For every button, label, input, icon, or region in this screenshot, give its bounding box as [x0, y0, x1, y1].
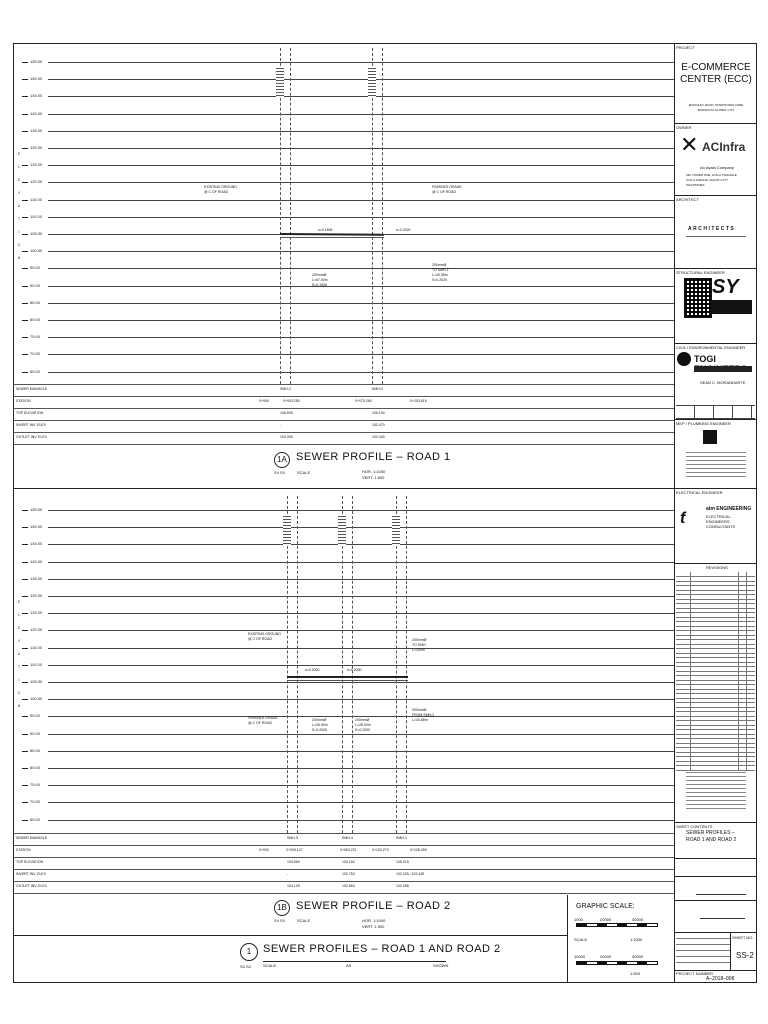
profile_b-elev-label: 130.00 [30, 593, 43, 598]
profile_b-tick [22, 716, 28, 717]
graphic-scale-title: GRAPHIC SCALE: [576, 903, 635, 910]
profile_a-elev-label: 110.00 [30, 213, 42, 219]
profile_b-axis-label: E L E V A T I O N [17, 600, 21, 708]
profile_b-tick [22, 734, 28, 735]
profile_b-manhole-callout [392, 514, 400, 546]
profile_a-gridline [48, 251, 674, 252]
tb-structural-section [674, 268, 757, 269]
architect-rule [686, 236, 746, 237]
profile_a-gridline [48, 131, 674, 132]
profile_b-gridline [48, 768, 674, 769]
profile_b-elev-label: 150.00 [30, 524, 43, 530]
profile_b-elev-label: 65.00 [30, 816, 41, 822]
profile_a-elev-label: 155.00 [30, 59, 43, 64]
profile_b-elev-label: 115.00 [30, 644, 42, 650]
profile_b-row-label: STATION [16, 848, 31, 852]
tb-architect-label: ARCHITECT [676, 197, 699, 202]
profile_a-tick [22, 165, 28, 166]
profile_a-ground-line [280, 237, 384, 238]
structural-logo-bar [712, 300, 752, 314]
mep-logo [703, 430, 717, 444]
profile_a-elev-label: 85.00 [30, 299, 41, 305]
civil-logo-mark [677, 352, 691, 366]
owner-sub: An Ayala Company [700, 165, 734, 170]
profile_b-elev-label: 140.00 [30, 558, 43, 564]
civil-logo-bar [694, 366, 752, 372]
electrical-sub: ELECTRICAL ENGINEERS CONSULTANTS [706, 514, 736, 529]
gs-r1-b: 20000 [600, 917, 612, 922]
profile_b-outlet: 102.268 [396, 884, 409, 888]
gs-r1-a: 1000 [574, 917, 583, 922]
profile-a-number: 1A [274, 452, 290, 468]
profile_a-elev-label: 70.00 [30, 351, 41, 357]
graphic-scale-box [567, 895, 674, 983]
profile_a-row-line [13, 432, 674, 433]
profile_b-tick [22, 544, 28, 545]
owner-addr: 32F TOWER ONE, AYALA TRIANGLE AYALA AVENUE, MAKATI CITY PHILIPPINES [686, 173, 737, 187]
profile_b-gridline [48, 648, 674, 649]
profile_b-gridline [48, 527, 674, 528]
profile_b-top-elev: 105.218 [396, 860, 409, 864]
main-title-number: 1 [240, 943, 258, 961]
profile-a-vert: VERT. 1:500 [362, 475, 385, 480]
profile_b-row-line [13, 893, 674, 894]
revision-col [746, 572, 747, 770]
profile_a-manhole-id: SMH-3 [372, 387, 383, 391]
gs-r2-c: 30000 [632, 954, 644, 959]
tb-civil-label: CIVIL / ENVIRONMENTAL ENGINEER [676, 345, 746, 350]
profile_a-row-line [13, 408, 674, 409]
profile_b-invert: - [287, 872, 289, 876]
profile_a-row-line [13, 384, 674, 385]
owner-logo-mark: ✕ [680, 132, 699, 157]
tb-electrical-label: ELECTRICAL ENGINEER [676, 490, 723, 495]
profile_a-row-label: SEWER MANHOLE [16, 387, 48, 391]
revision-notes [686, 772, 746, 812]
profile_b-tick [22, 682, 28, 683]
profile_b-gridline [48, 699, 674, 700]
profile_a-station: 0+000 [259, 399, 269, 403]
revision-row [676, 766, 755, 771]
profile_b-ground-line [287, 680, 408, 681]
electrical-logo: atm ENGINEERING [706, 506, 752, 512]
revision-col [690, 572, 691, 770]
profile_a-tick [22, 148, 28, 149]
profile_a-gridline [48, 182, 674, 183]
profile_b-note-pipe3: 200mmØ TO SMH L=100m [412, 638, 427, 652]
profile_a-manhole-line [372, 48, 373, 384]
profile_b-elev-label: 80.00 [30, 765, 41, 770]
profile_b-gridline [48, 665, 674, 666]
tb-sheet-no-divider [730, 932, 731, 970]
profile_b-note-pipe1: 200mmØ L=26.00m S=0.2000 [312, 718, 328, 732]
gs-r2-b: 20000 [600, 954, 612, 959]
profile_b-row-line [13, 881, 674, 882]
tb-sheet-no-label: SHEET NO. [732, 935, 754, 940]
profile_b-row-label: TOP ELEVATION [16, 860, 44, 864]
tb-revisions-section [674, 563, 757, 564]
profile_b-tick [22, 785, 28, 786]
profile_a-gridline [48, 114, 674, 115]
profile_b-gridline [48, 630, 674, 631]
profile_b-invert: 102.325 / 102.425 [396, 872, 425, 876]
profile_b-manhole-line [352, 496, 353, 833]
profile_b-elev-label: 85.00 [30, 747, 41, 753]
profile_b-gridline [48, 802, 674, 803]
profile_a-note-slope1: s=0.1506 [318, 228, 333, 232]
profile_a-elev-label: 145.00 [30, 93, 43, 99]
profile-b-title: SEWER PROFILE – ROAD 2 [296, 900, 451, 912]
profile_a-elev-label: 75.00 [30, 334, 41, 340]
tb-civil-section [674, 343, 757, 344]
profile_b-row-line [13, 845, 674, 846]
profile_a-row-line [13, 444, 674, 445]
profile_a-outlet: 102.440 [372, 435, 385, 439]
tb-project-addr: MCKINLEY ROAD, DOWNTOWN CORE BONIFACIO GLOBAL CITY [688, 103, 744, 112]
profile_a-gridline [48, 79, 674, 80]
profile_a-note-pipe2: 200mmØ TO SMH-1 L=33.35m S=0.2020 [432, 263, 449, 282]
graphic-scale-bar-2 [576, 961, 658, 965]
profile_a-gridline [48, 268, 674, 269]
profile_a-elev-label: 105.00 [30, 231, 43, 236]
profile_a-manhole-line [290, 48, 291, 384]
profile_b-tick [22, 751, 28, 752]
profile_b-outlet: 102.663 [342, 884, 355, 888]
main-scale-left: SCALE [263, 963, 277, 968]
profile_b-manhole-line [287, 496, 288, 833]
profile_a-top-elev: 106.605 [280, 411, 293, 415]
profile_b-elev-label: 155.00 [30, 507, 43, 512]
profile_a-manhole-line [382, 48, 383, 384]
main-title-underline [263, 961, 446, 962]
profile_b-manhole-id: SMH-5 [287, 836, 298, 840]
profile_a-outlet: 103.305 [280, 435, 293, 439]
gs-r2-ratio: 1:500 [630, 971, 641, 976]
tb-signature-line [696, 894, 746, 895]
profile_b-gridline [48, 579, 674, 580]
profile_a-row-line [13, 420, 674, 421]
profile_b-row-label: OUTLET INV. ELEV [16, 884, 48, 888]
profile_b-manhole-callout [338, 514, 346, 546]
profile_a-manhole-callout [276, 66, 284, 98]
graphic-scale-bar-1 [576, 923, 658, 927]
profile_a-gridline [48, 303, 674, 304]
tb-section-blank-1 [674, 858, 757, 859]
profile_a-gridline [48, 354, 674, 355]
profile_b-manhole-line [406, 496, 407, 833]
profile_b-tick [22, 596, 28, 597]
tb-sheet-contents-label: SHEET CONTENTS [676, 824, 713, 829]
profile_b-row-line [13, 833, 674, 834]
profile_a-tick [22, 200, 28, 201]
profile_b-station: 0+054.221 [340, 848, 357, 852]
gs-r1-label: SCALE [574, 937, 588, 942]
profile_b-row-line [13, 869, 674, 870]
tb-owner-section [674, 123, 757, 124]
profile_a-station: 0+003.250 [283, 399, 300, 403]
profile_a-axis-label: E L E V A T I O N [17, 152, 21, 260]
tb-owner-label: OWNER [676, 125, 692, 130]
profile_a-tick [22, 182, 28, 183]
profile-a-title: SEWER PROFILE – ROAD 1 [296, 451, 451, 463]
main-scale-mid: AS [346, 963, 352, 968]
profile_b-note-slope1: s=0.2000 [305, 668, 320, 672]
profile_b-gridline [48, 820, 674, 821]
profile_a-tick [22, 234, 28, 235]
profile_b-station: 0+103.273 [372, 848, 389, 852]
profile-b-hor: HOR. 1:1000 [362, 918, 386, 923]
profile_b-station: 0+000 [259, 848, 269, 852]
profile_a-elev-label: 140.00 [30, 110, 43, 116]
gs-r1-ratio: 1:1000 [630, 937, 643, 942]
profile_a-tick [22, 372, 28, 373]
profile_a-row-label: STATION [16, 399, 31, 403]
profile_a-gridline [48, 337, 674, 338]
tb-project-name: E-COMMERCE CENTER (ECC) [680, 62, 752, 85]
profile_b-tick [22, 820, 28, 821]
tb-project-no-label: PROJECT NUMBER [676, 971, 714, 976]
architect-name: ARCHITECTS [688, 226, 736, 232]
profile_b-manhole-callout [283, 514, 291, 546]
profile-b-ref: S4 S4 [274, 918, 285, 923]
owner-logo-text: ACInfra [702, 140, 746, 154]
profile_b-sewer-pipe [287, 676, 408, 678]
profile_a-elev-label: 130.00 [30, 145, 43, 150]
profile_b-tick [22, 802, 28, 803]
tb-section-blank-2 [674, 876, 757, 877]
profile_b-tick [22, 510, 28, 511]
tb-electrical-section [674, 488, 757, 489]
profile_a-row-label: OUTLET INV. ELEV [16, 435, 48, 439]
profile_b-invert: 102.753 [342, 872, 355, 876]
tb-section-blank-3 [674, 900, 757, 901]
profile_b-elev-label: 90.00 [30, 730, 41, 736]
profile_a-tick [22, 286, 28, 287]
profile_b-gridline [48, 751, 674, 752]
profile_a-gridline [48, 217, 674, 218]
profile-divider [13, 488, 674, 489]
tb-revisions-label: REVISIONS [706, 565, 728, 570]
tb-sheet-contents: SEWER PROFILES – ROAD 1 AND ROAD 2 [686, 830, 737, 843]
profile_a-manhole-callout [368, 66, 376, 98]
tb-signature-line-2 [700, 918, 745, 919]
main-title-divider [13, 935, 567, 936]
profile_a-elev-label: 80.00 [30, 317, 41, 322]
profile_b-elev-label: 100.00 [30, 696, 43, 702]
profile_a-note-pipe1: 200mmØ L=67.00m S=0.1506 [312, 273, 328, 287]
profile_b-gridline [48, 544, 674, 545]
civil-logo: TOGI [694, 354, 716, 364]
profile-b-vert: VERT. 1:500 [362, 924, 385, 929]
profile-b-number: 1B [274, 900, 290, 916]
drawing-sheet [13, 43, 757, 983]
profile_b-top-elev: 104.152 [342, 860, 355, 864]
profile_b-elev-label: 95.00 [30, 713, 41, 719]
profile-b-scale-label: SCALE [297, 918, 311, 923]
profile_a-invert: - [280, 423, 282, 427]
profile_b-manhole-line [342, 496, 343, 833]
profile_a-tick [22, 337, 28, 338]
profile_a-tick [22, 114, 28, 115]
profile_b-tick [22, 699, 28, 700]
profile_a-elev-label: 115.00 [30, 196, 42, 202]
profile_a-gridline [48, 286, 674, 287]
tb-architect-section [674, 195, 757, 196]
profile_b-elev-label: 105.00 [30, 679, 43, 684]
profile_a-gridline [48, 200, 674, 201]
profile_b-elev-label: 135.00 [30, 575, 43, 581]
profile_a-gridline [48, 62, 674, 63]
tb-project-label: PROJECT [676, 45, 695, 50]
profile_b-note-existing_ground: EXISTING GROUND @ C OF ROAD [248, 632, 281, 641]
profile_a-row-label: INVERT INV. ELEV [16, 423, 47, 427]
profile_b-manhole-id: SMH-1 [396, 836, 407, 840]
profile_b-tick [22, 562, 28, 563]
profile_a-tick [22, 217, 28, 218]
profile_a-elev-label: 135.00 [30, 127, 43, 133]
profile_a-tick [22, 320, 28, 321]
profile_a-gridline [48, 148, 674, 149]
profile_a-tick [22, 268, 28, 269]
tb-structural-label: STRUCTURAL ENGINEER [676, 270, 725, 275]
profile_b-elev-label: 110.00 [30, 661, 42, 667]
profile_a-gridline [48, 96, 674, 97]
profile-a-hor: HOR. 1:1000 [362, 469, 386, 474]
profile_a-elev-label: 90.00 [30, 282, 41, 288]
profile_a-elev-label: 150.00 [30, 76, 43, 82]
tb-sheet-no-section [674, 932, 757, 933]
profile_a-note-existing_ground: EXISTING GROUND @ C OF ROAD [204, 185, 237, 194]
profile_a-elev-label: 65.00 [30, 368, 41, 374]
profile_a-tick [22, 62, 28, 63]
tb-mep-label: MEP / PLUMBING ENGINEER [676, 421, 731, 426]
profile_b-station: 0+128.355 [410, 848, 427, 852]
gs-r1-c: 30000 [632, 917, 644, 922]
profile_a-tick [22, 251, 28, 252]
profile_a-tick [22, 354, 28, 355]
profile_a-manhole-line [280, 48, 281, 384]
profile_a-tick [22, 303, 28, 304]
profile_a-station: 0+103.615 [410, 399, 427, 403]
profile_b-elev-label: 75.00 [30, 782, 41, 788]
profile_a-tick [22, 96, 28, 97]
profile_a-gridline [48, 320, 674, 321]
profile_a-gridline [48, 372, 674, 373]
electrical-logo-mark: ƭ [680, 510, 686, 527]
tb-sheet-meta [676, 938, 730, 968]
profile_b-gridline [48, 734, 674, 735]
title-block-divider [674, 43, 675, 983]
profile_b-gridline [48, 562, 674, 563]
civil-person: SEAN C. MORANDARTE [700, 380, 746, 385]
profile_b-gridline [48, 682, 674, 683]
main-scale-right: SHOWN [433, 963, 449, 968]
profile_a-note-slope2: s=0.2020 [396, 228, 411, 232]
profile_b-station: 0+026.147 [286, 848, 303, 852]
structural-logo-grid [684, 278, 712, 318]
profile_b-note-slope2: s=0.2000 [347, 668, 362, 672]
profile_a-tick [22, 79, 28, 80]
profile_b-tick [22, 527, 28, 528]
profile_b-manhole-line [396, 496, 397, 833]
profile_b-gridline [48, 613, 674, 614]
main-title: SEWER PROFILES – ROAD 1 AND ROAD 2 [263, 943, 501, 955]
profile_b-gridline [48, 510, 674, 511]
profile_b-row-label: INVERT INV. ELEV [16, 872, 47, 876]
profile_b-tick [22, 648, 28, 649]
gs-r2-a: 10000 [574, 954, 586, 959]
profile-a-ref: S4 S4 [274, 470, 285, 475]
profile_b-tick [22, 665, 28, 666]
profile_b-tick [22, 630, 28, 631]
profile_a-invert: 102.470 [372, 423, 385, 427]
tb-sheet-contents-section [674, 822, 757, 823]
profile_a-manhole-id: SMH-2 [280, 387, 291, 391]
civil-info-strip [676, 405, 755, 419]
profile_a-elev-label: 120.00 [30, 179, 43, 185]
profile_b-elev-label: 125.00 [30, 610, 43, 616]
profile_b-tick [22, 613, 28, 614]
revision-col [738, 572, 739, 770]
profile_a-row-line [13, 396, 674, 397]
profile_b-note-finished_grade: FINISHED GRADE @ C OF ROAD [248, 716, 278, 725]
profile_b-note-pipe2: 200mmØ L=28.00m S=0.2000 [355, 718, 371, 732]
profile_b-tick [22, 768, 28, 769]
profile_b-elev-label: 120.00 [30, 627, 43, 633]
structural-logo: SY [712, 276, 739, 298]
profile_b-gridline [48, 785, 674, 786]
profile_a-top-elev: 106.190 [372, 411, 385, 415]
profile_a-row-label: TOP ELEVATION [16, 411, 44, 415]
profile_b-tick [22, 579, 28, 580]
profile_b-manhole-id: SMH-4 [342, 836, 353, 840]
profile_b-gridline [48, 596, 674, 597]
profile_a-tick [22, 131, 28, 132]
profile_b-note-pipe4: 200mmØ FROM SMH-2 L=43.88m [412, 708, 435, 722]
main-title-ref: S4 S4 [240, 964, 251, 969]
profile_a-elev-label: 125.00 [30, 162, 43, 168]
profile_b-manhole-line [297, 496, 298, 833]
profile_b-elev-label: 145.00 [30, 541, 43, 547]
profile_b-row-label: SEWER MANHOLE [16, 836, 48, 840]
profile_a-note-finished_grade: FINISHED GRADE @ C OF ROAD [432, 185, 462, 194]
profile_a-elev-label: 100.00 [30, 248, 43, 254]
profile-a-scale-label: SCALE [297, 470, 311, 475]
profile_a-gridline [48, 165, 674, 166]
mep-text-block [686, 450, 746, 480]
tb-sheet-no: SS-2 [736, 951, 754, 960]
profile_b-row-line [13, 857, 674, 858]
tb-project-no: A–2018–008 [706, 976, 735, 982]
profile_b-outlet: 104.129 [287, 884, 300, 888]
profile_a-elev-label: 95.00 [30, 265, 41, 271]
profile_b-elev-label: 70.00 [30, 799, 41, 805]
profile_b-top-elev: 104.569 [287, 860, 300, 864]
tb-mep-section [674, 419, 757, 420]
profile_a-station: 0+070.260 [355, 399, 372, 403]
